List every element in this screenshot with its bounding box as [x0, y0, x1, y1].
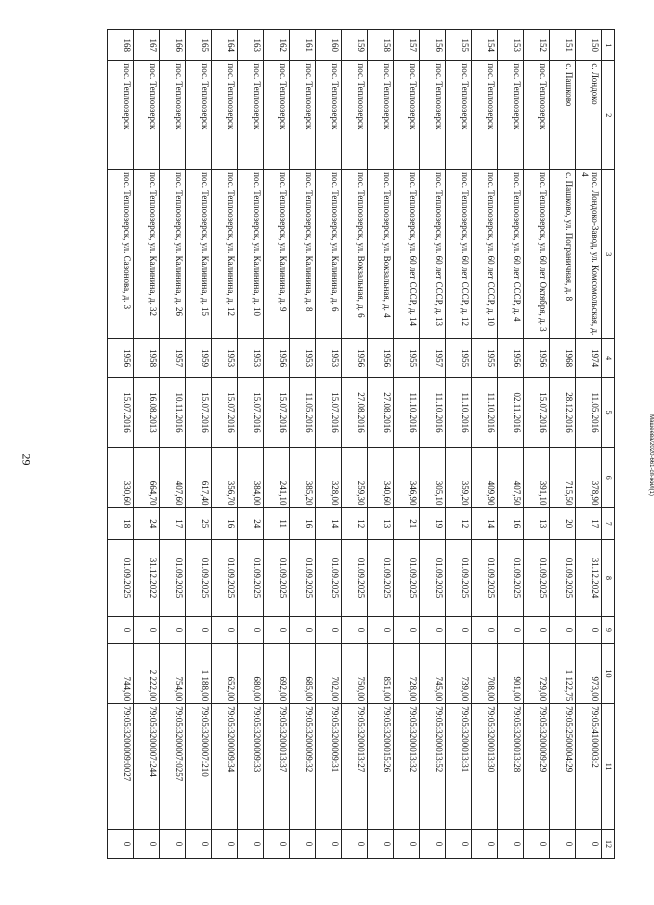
table-row: [342, 30, 368, 859]
table-cell: 739,00: [446, 643, 472, 703]
table-cell: 79:05:3200013:30: [472, 704, 498, 830]
table-cell: 79:05:3200009:34: [212, 704, 238, 830]
table-cell: 1953: [212, 339, 238, 378]
table-cell: 1968: [550, 339, 576, 378]
table-cell: 1956: [108, 339, 134, 378]
table-cell: 0: [160, 829, 186, 858]
table-cell: 01.09.2025: [550, 539, 576, 616]
column-number-cell: 2: [602, 61, 615, 170]
table-cell: 0: [472, 617, 498, 644]
table-cell: 0: [342, 829, 368, 858]
table-cell: 1955: [446, 339, 472, 378]
column-number-cell: 5: [602, 377, 615, 447]
table-cell: 15.07.2016: [212, 377, 238, 447]
table-cell: 01.09.2025: [186, 539, 212, 616]
table-cell: 27.08.2016: [342, 377, 368, 447]
table-cell: пос. Теплоозерск: [264, 61, 290, 170]
table-cell: 2 222,00: [134, 643, 160, 703]
table-cell: 0: [394, 829, 420, 858]
table-cell: 151: [550, 30, 576, 61]
table-cell: 1956: [342, 339, 368, 378]
column-number-cell: 8: [602, 539, 615, 616]
table-cell: 25: [186, 508, 212, 539]
column-number-cell: 9: [602, 617, 615, 644]
page-number: 29: [19, 453, 34, 466]
document-footer: Машеева/2020-661-сп-жил(1): [647, 414, 654, 496]
table-cell: 708,00: [472, 643, 498, 703]
table-cell: 1959: [186, 339, 212, 378]
table-cell: с. Пашково: [550, 61, 576, 170]
table-cell: 79:05:3200013:27: [342, 704, 368, 830]
table-frame: [90, 29, 615, 859]
table-cell: пос. Теплоозерск, ул. Калинина, д. 12: [212, 170, 238, 339]
table-cell: 729,00: [524, 643, 550, 703]
table-cell: 0: [316, 829, 342, 858]
table-cell: 156: [420, 30, 446, 61]
table-cell: 1956: [524, 339, 550, 378]
table-row: [576, 30, 602, 859]
table-cell: 17: [160, 508, 186, 539]
table-cell: 13: [524, 508, 550, 539]
table-cell: 16: [498, 508, 524, 539]
table-cell: пос. Теплоозерск: [472, 61, 498, 170]
table-cell: 79:05:3200007:0257: [160, 704, 186, 830]
table-cell: 0: [264, 617, 290, 644]
table-cell: 1957: [160, 339, 186, 378]
table-cell: 1958: [134, 339, 160, 378]
table-cell: 407,60: [160, 448, 186, 508]
column-number-cell: 10: [602, 643, 615, 703]
table-cell: 391,10: [524, 448, 550, 508]
table-cell: пос. Теплоозерск: [446, 61, 472, 170]
table-cell: 750,00: [342, 643, 368, 703]
table-row: [498, 30, 524, 859]
table-cell: 0: [108, 617, 134, 644]
table-row: [212, 30, 238, 859]
table-cell: 154: [472, 30, 498, 61]
table-cell: 0: [446, 829, 472, 858]
table-cell: пос. Теплоозерск, ул. Калинина, д. 8: [290, 170, 316, 339]
table-cell: пос. Теплоозерск, ул. Калинина, д. 26: [160, 170, 186, 339]
table-cell: 0: [550, 829, 576, 858]
table-cell: пос. Теплоозерск, ул. 60 лет СССР, д. 12: [446, 170, 472, 339]
table-cell: 0: [134, 617, 160, 644]
table-cell: 0: [238, 617, 264, 644]
table-cell: 1956: [368, 339, 394, 378]
table-cell: 79:05:4100003:2: [576, 704, 602, 830]
table-cell: 384,00: [238, 448, 264, 508]
table-cell: 01.09.2025: [524, 539, 550, 616]
table-cell: 02.11.2016: [498, 377, 524, 447]
table-cell: 79:05:3200013:37: [264, 704, 290, 830]
table-cell: 617,40: [186, 448, 212, 508]
table-cell: 28.12.2016: [550, 377, 576, 447]
table-cell: 11.05.2016: [290, 377, 316, 447]
table-cell: 851,00: [368, 643, 394, 703]
table-cell: 15.07.2016: [316, 377, 342, 447]
table-cell: пос. Теплоозерск, ул. 60 лет СССР, д. 4: [498, 170, 524, 339]
table-cell: 12: [342, 508, 368, 539]
table-cell: 0: [212, 617, 238, 644]
table-cell: 0: [342, 617, 368, 644]
table-cell: 11: [264, 508, 290, 539]
table-cell: 340,60: [368, 448, 394, 508]
table-cell: пос. Теплоозерск, ул. Сазонова, д. 3: [108, 170, 134, 339]
table-cell: пос. Теплоозерск, ул. 60 лет СССР, д. 13: [420, 170, 446, 339]
table-cell: 01.09.2025: [212, 539, 238, 616]
table-row: [472, 30, 498, 859]
table-cell: 0: [446, 617, 472, 644]
table-cell: 0: [420, 617, 446, 644]
table-cell: 15.07.2016: [108, 377, 134, 447]
table-cell: 0: [264, 829, 290, 858]
table-row: [316, 30, 342, 859]
table-cell: 79:05:3200013:31: [446, 704, 472, 830]
table-cell: 01.09.2025: [498, 539, 524, 616]
table-cell: 153: [498, 30, 524, 61]
table-cell: пос. Теплоозерск: [160, 61, 186, 170]
table-cell: 715,50: [550, 448, 576, 508]
table-cell: 346,90: [394, 448, 420, 508]
table-cell: 164: [212, 30, 238, 61]
table-cell: 01.09.2025: [238, 539, 264, 616]
table-cell: с. Лондоко: [576, 61, 602, 170]
table-cell: 01.09.2025: [160, 539, 186, 616]
table-cell: 0: [212, 829, 238, 858]
table-cell: 11.10.2016: [420, 377, 446, 447]
table-cell: 159: [342, 30, 368, 61]
table-cell: 79:05:3200009:32: [290, 704, 316, 830]
table-cell: пос. Теплоозерск: [498, 61, 524, 170]
table-cell: 0: [420, 829, 446, 858]
table-cell: 692,00: [264, 643, 290, 703]
table-cell: пос. Теплоозерск: [368, 61, 394, 170]
column-number-cell: 6: [602, 448, 615, 508]
table-cell: 0: [290, 617, 316, 644]
table-cell: 20: [550, 508, 576, 539]
table-cell: 14: [316, 508, 342, 539]
table-cell: 10.11.2016: [160, 377, 186, 447]
table-cell: 01.09.2025: [472, 539, 498, 616]
table-cell: 01.09.2025: [316, 539, 342, 616]
table-cell: 18: [108, 508, 134, 539]
table-cell: 31.12.2024: [576, 539, 602, 616]
table-cell: 330,60: [108, 448, 134, 508]
table-cell: 0: [524, 829, 550, 858]
table-cell: 11.05.2016: [576, 377, 602, 447]
table-cell: 378,90: [576, 448, 602, 508]
table-row: [524, 30, 550, 859]
column-number-cell: 11: [602, 704, 615, 830]
table-cell: пос. Теплоозерск: [524, 61, 550, 170]
table-cell: 79:05:3200009:29: [524, 704, 550, 830]
table-row: [134, 30, 160, 859]
table-cell: 1974: [576, 339, 602, 378]
table-cell: 01.09.2025: [368, 539, 394, 616]
table-cell: 685,00: [290, 643, 316, 703]
table-cell: 79:05:3200013:32: [394, 704, 420, 830]
table-cell: 0: [498, 617, 524, 644]
table-row: [290, 30, 316, 859]
table-cell: 150: [576, 30, 602, 61]
table-cell: 01.09.2025: [420, 539, 446, 616]
table-cell: 79:05:3200013:28: [498, 704, 524, 830]
table-cell: 13: [368, 508, 394, 539]
housing-registry-table: [107, 29, 615, 859]
table-cell: 79:05:3200009:31: [316, 704, 342, 830]
table-cell: 680,00: [238, 643, 264, 703]
table-cell: пос. Теплоозерск: [134, 61, 160, 170]
table-cell: 157: [394, 30, 420, 61]
table-cell: 0: [472, 829, 498, 858]
table-cell: 14: [472, 508, 498, 539]
table-cell: 0: [134, 829, 160, 858]
table-row: [550, 30, 576, 859]
rotated-table-area: [90, 29, 615, 859]
table-cell: 11.10.2016: [394, 377, 420, 447]
table-cell: 79:05:3200015:26: [368, 704, 394, 830]
table-cell: 15.07.2016: [264, 377, 290, 447]
table-cell: пос. Теплоозерск: [342, 61, 368, 170]
table-cell: 167: [134, 30, 160, 61]
table-cell: с. Пашково, ул. Пограничная, д. 8: [550, 170, 576, 339]
table-cell: пос. Теплоозерск: [394, 61, 420, 170]
table-cell: пос. Теплоозерск: [108, 61, 134, 170]
table-cell: 01.09.2025: [342, 539, 368, 616]
table-cell: 01.09.2025: [446, 539, 472, 616]
table-cell: 0: [186, 617, 212, 644]
table-row: [160, 30, 186, 859]
table-cell: пос. Теплоозерск, ул. Калинина, д. 32: [134, 170, 160, 339]
table-cell: 0: [160, 617, 186, 644]
table-cell: 15.07.2016: [238, 377, 264, 447]
table-cell: 31.12.2022: [134, 539, 160, 616]
table-cell: 11.10.2016: [446, 377, 472, 447]
table-cell: 1953: [290, 339, 316, 378]
table-cell: 652,00: [212, 643, 238, 703]
table-cell: 24: [134, 508, 160, 539]
table-cell: 0: [108, 829, 134, 858]
table-cell: 161: [290, 30, 316, 61]
table-cell: пос. Теплоозерск: [212, 61, 238, 170]
table-cell: 1953: [238, 339, 264, 378]
table-cell: 973,00: [576, 643, 602, 703]
table-cell: 664,70: [134, 448, 160, 508]
table-cell: 1956: [264, 339, 290, 378]
table-cell: 1957: [420, 339, 446, 378]
table-cell: 0: [576, 829, 602, 858]
table-cell: 359,20: [446, 448, 472, 508]
table-cell: 328,00: [316, 448, 342, 508]
table-cell: 0: [316, 617, 342, 644]
table-cell: 702,00: [316, 643, 342, 703]
table-cell: 01.09.2025: [264, 539, 290, 616]
table-cell: пос. Теплоозерск, ул. Калинина, д. 9: [264, 170, 290, 339]
table-cell: 744,00: [108, 643, 134, 703]
table-cell: 79:05:3200009:0027: [108, 704, 134, 830]
table-cell: 163: [238, 30, 264, 61]
table-cell: пос. Теплоозерск: [186, 61, 212, 170]
table-cell: 1 188,00: [186, 643, 212, 703]
table-cell: 1953: [316, 339, 342, 378]
table-cell: пос. Теплоозерск, ул. Вокзальная, д. 6: [342, 170, 368, 339]
table-cell: 305,10: [420, 448, 446, 508]
table-cell: 1955: [472, 339, 498, 378]
table-cell: 79:05:3200013:52: [420, 704, 446, 830]
table-cell: пос. Теплоозерск: [238, 61, 264, 170]
table-cell: 1956: [498, 339, 524, 378]
table-cell: 385,20: [290, 448, 316, 508]
table-cell: 0: [186, 829, 212, 858]
table-cell: 745,00: [420, 643, 446, 703]
table-cell: пос. Теплоозерск, ул. Калинина, д. 6: [316, 170, 342, 339]
table-cell: 0: [238, 829, 264, 858]
column-number-cell: 7: [602, 508, 615, 539]
table-cell: 168: [108, 30, 134, 61]
table-cell: 0: [290, 829, 316, 858]
column-number-cell: 12: [602, 829, 615, 858]
table-cell: 0: [368, 829, 394, 858]
table-cell: 162: [264, 30, 290, 61]
table-cell: 728,00: [394, 643, 420, 703]
table-cell: 24: [238, 508, 264, 539]
table-cell: пос. Теплоозерск: [420, 61, 446, 170]
table-cell: пос. Теплоозерск: [290, 61, 316, 170]
table-cell: 79:05:2500004:29: [550, 704, 576, 830]
table-cell: 166: [160, 30, 186, 61]
table-cell: 19: [420, 508, 446, 539]
table-row: [108, 30, 134, 859]
table-cell: пос. Лондоко-Завод, ул. Комсомольская, д. 4: [576, 170, 602, 339]
table-row: [186, 30, 212, 859]
table-cell: 0: [498, 829, 524, 858]
table-cell: 160: [316, 30, 342, 61]
table-row: [420, 30, 446, 859]
column-number-cell: 4: [602, 339, 615, 378]
table-cell: пос. Теплоозерск, ул. Калинина, д. 15: [186, 170, 212, 339]
table-cell: 15.07.2016: [186, 377, 212, 447]
table-cell: 0: [394, 617, 420, 644]
table-cell: 1955: [394, 339, 420, 378]
table-cell: 21: [394, 508, 420, 539]
table-cell: 16: [212, 508, 238, 539]
table-cell: 155: [446, 30, 472, 61]
table-cell: 754,00: [160, 643, 186, 703]
table-cell: 17: [576, 508, 602, 539]
table-cell: пос. Теплоозерск, ул. 60 лет Октября, д. 3: [524, 170, 550, 339]
table-cell: 01.09.2025: [108, 539, 134, 616]
table-row: [368, 30, 394, 859]
table-cell: 356,70: [212, 448, 238, 508]
table-cell: 152: [524, 30, 550, 61]
table-cell: 407,50: [498, 448, 524, 508]
header-row: [602, 30, 615, 859]
table-cell: 16: [290, 508, 316, 539]
column-number-cell: 3: [602, 170, 615, 339]
table-cell: 11.10.2016: [472, 377, 498, 447]
table-cell: 01.09.2025: [290, 539, 316, 616]
table-cell: 16.08.2013: [134, 377, 160, 447]
table-cell: 12: [446, 508, 472, 539]
table-cell: 0: [550, 617, 576, 644]
table-cell: 0: [524, 617, 550, 644]
table-cell: 409,90: [472, 448, 498, 508]
table-cell: 158: [368, 30, 394, 61]
table-cell: 27.08.2016: [368, 377, 394, 447]
table-cell: 259,30: [342, 448, 368, 508]
table-cell: 15.07.2016: [524, 377, 550, 447]
table-row: [264, 30, 290, 859]
table-cell: пос. Теплоозерск, ул. 60 лет СССР, д. 14: [394, 170, 420, 339]
table-cell: 0: [576, 617, 602, 644]
table-cell: 79:05:3200007:210: [186, 704, 212, 830]
table-cell: пос. Теплоозерск, ул. Вокзальная, д. 4: [368, 170, 394, 339]
table-cell: пос. Теплоозерск: [316, 61, 342, 170]
table-cell: 01.09.2025: [394, 539, 420, 616]
table-cell: 165: [186, 30, 212, 61]
table-cell: 1 122,75: [550, 643, 576, 703]
table-row: [238, 30, 264, 859]
table-cell: 79:05:3200007:244: [134, 704, 160, 830]
table-cell: пос. Теплоозерск, ул. 60 лет СССР, д. 10: [472, 170, 498, 339]
column-number-cell: 1: [602, 30, 615, 61]
table-row: [394, 30, 420, 859]
table-cell: пос. Теплоозерск, ул. Калинина, д. 10: [238, 170, 264, 339]
table-row: [446, 30, 472, 859]
table-cell: 241,10: [264, 448, 290, 508]
table-cell: 79:05:3200009:33: [238, 704, 264, 830]
table-cell: 0: [368, 617, 394, 644]
table-cell: 901,00: [498, 643, 524, 703]
